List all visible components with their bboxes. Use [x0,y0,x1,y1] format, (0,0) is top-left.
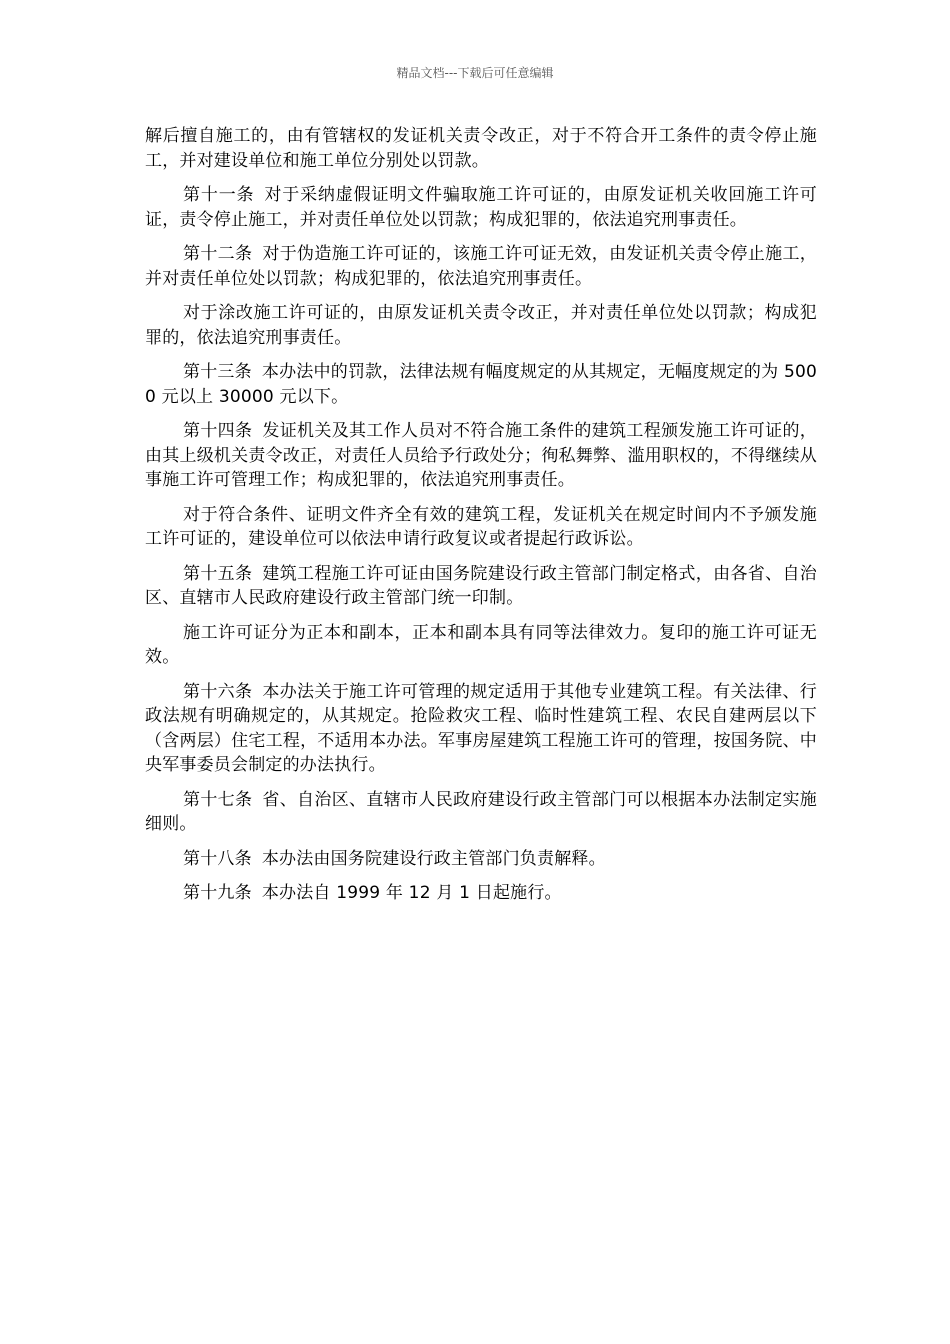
article-11 [145,183,817,232]
article-number: 第十四条 [183,421,253,441]
article-12 [145,242,817,291]
article-number: 第十九条 [183,883,252,903]
paragraph-text: 建筑工程施工许可证由国务院建设行政主管部门制定格式，由各省、自治区、直辖市人民政府建设行政主管部门统一印制。 [145,563,817,608]
article-17 [145,788,817,837]
article-number: 第十七条 [183,789,253,810]
paragraph-text: 本办法中的罚款，法律法规有幅度规定的从其规定，无幅度规定的为 5000 元以上 30000 元以下。 [145,362,817,407]
paragraph-text: 对于涂改施工许可证的，由原发证机关责令改正，并对责任单位处以罚款；构成犯罪的，依法追究刑事责任。 [145,303,817,348]
article-18 [145,847,817,872]
paragraph-text: 施工许可证分为正本和副本，正本和副本具有同等法律效力。复印的施工许可证无效。 [145,622,817,667]
paragraph-text: 解后擅自施工的，由有管辖权的发证机关责令改正，对于不符合开工条件的责令停止施工，并对建设单位和施工单位分别处以罚款。 [145,126,817,171]
article-15-clause-2 [145,621,817,670]
paragraph-text: 对于伪造施工许可证的，该施工许可证无效，由发证机关责令停止施工，并对责任单位处以罚款；构成犯罪的，依法追究刑事责任。 [145,244,817,289]
paragraph-text: 发证机关及其工作人员对不符合施工条件的建筑工程颁发施工许可证的，由其上级机关责令改正，对责任人员给予行政处分；徇私舞弊、滥用职权的，不得继续从事施工许可管理工作；构成犯罪的，依法追究刑事责任。 [145,421,817,490]
document-body [145,124,817,916]
article-number: 第十三条 [183,362,252,382]
article-12-clause-2 [145,301,817,350]
article-15 [145,562,817,611]
article-number: 第十八条 [183,848,252,869]
paragraph-text: 本办法由国务院建设行政主管部门负责解释。 [261,848,606,869]
paragraph-text: 对于符合条件、证明文件齐全有效的建筑工程，发证机关在规定时间内不予颁发施工许可证的，建设单位可以依法申请行政复议或者提起行政诉讼。 [145,504,817,549]
paragraph-continuation [145,124,817,173]
article-14-clause-2 [145,503,817,552]
article-number: 第十六条 [183,681,253,702]
article-14 [145,419,817,493]
paragraph-text: 省、自治区、直辖市人民政府建设行政主管部门可以根据本办法制定实施细则。 [145,789,817,834]
paragraph-text: 对于采纳虚假证明文件骗取施工许可证的，由原发证机关收回施工许可证，责令停止施工，并对责任单位处以罚款；构成犯罪的，依法追究刑事责任。 [145,185,817,230]
article-16 [145,680,817,778]
article-13 [145,360,817,409]
article-number: 第十一条 [183,185,255,205]
article-number: 第十二条 [183,244,253,264]
page-header: 精品文档---下载后可任意编辑 [396,66,554,80]
paragraph-text: 本办法关于施工许可管理的规定适用于其他专业建筑工程。有关法律、行政法规有明确规定的，从其规定。抢险救灾工程、临时性建筑工程、农民自建两层以下（含两层）住宅工程，不适用本办法。军事房屋建筑工程施工许可的管理，按国务院、中央军事委员会制定的办法执行。 [145,681,817,775]
article-19 [145,881,817,906]
article-number: 第十五条 [183,563,253,584]
paragraph-text: 本办法自 1999 年 12 月 1 日起施行。 [261,883,562,903]
